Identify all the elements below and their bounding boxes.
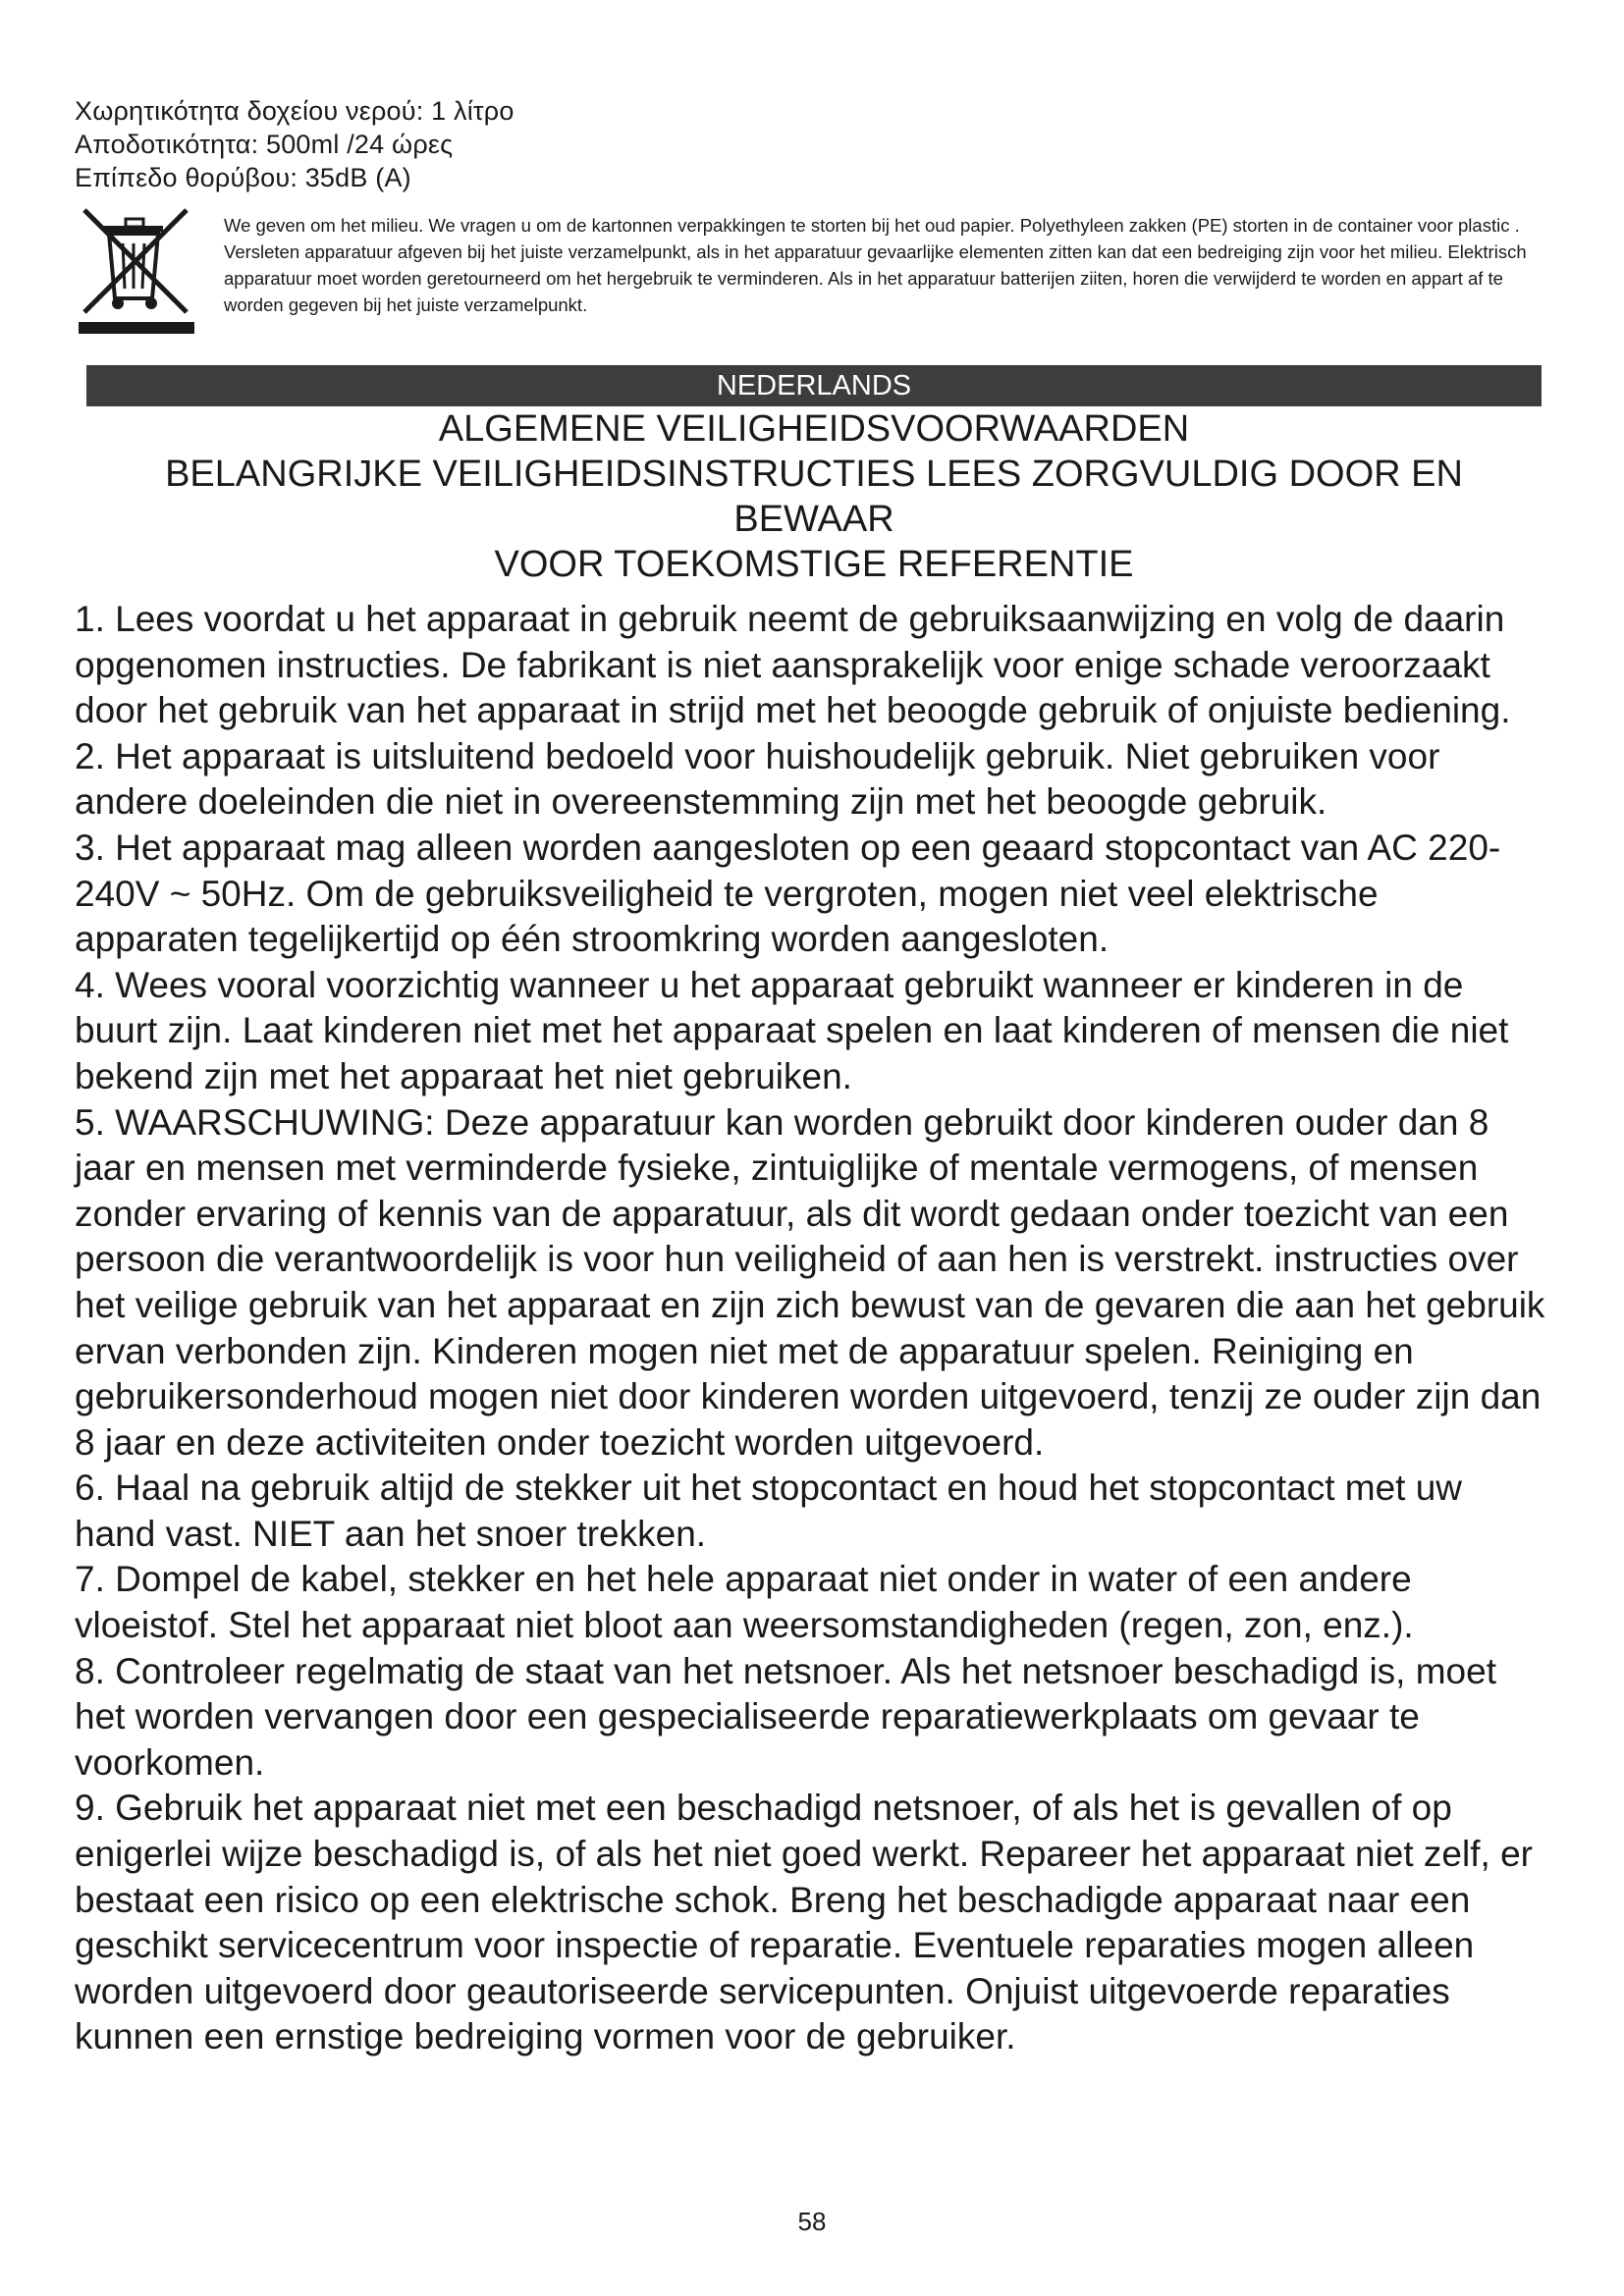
spec-noise-level: Επίπεδο θορύβου: 35dB (A) bbox=[75, 163, 411, 192]
page-number: 58 bbox=[797, 2207, 827, 2236]
instruction-item: 5. WAARSCHUWING: Deze apparatuur kan worden gebruikt door kinderen ouder dan 8 jaar en mensen met verminderde fysieke, zintuiglijke of mentale vermogens, of mensen zonder ervaring of kennis van de apparatuur, als dit wordt gedaan onder toezicht van een persoon die verantwoordelijk is voor hun veiligheid of aan hen is verstrekt. instructies over het veilige gebruik van het apparaat en zijn zich bewust van de gevaren die aan het gebruik ervan verbonden zijn. Kinderen mogen niet met de apparatuur spelen. Reiniging en gebruikersonderhoud mogen niet door kinderen worden uitgevoerd, tenzij ze ouder zijn dan 8 jaar en deze activiteiten onder toezicht worden uitgevoerd. bbox=[75, 1101, 1545, 1463]
language-banner: NEDERLANDS bbox=[86, 365, 1542, 406]
section-title: ALGEMENE VEILIGHEIDSVOORWAARDEN bbox=[438, 408, 1190, 450]
instruction-item: 9. Gebruik het apparaat niet met een beschadigd netsnoer, of als het is gevallen of op enigerlei wijze beschadigd is, of als het niet goed werkt. Repareer het apparaat niet zelf, er bestaat een risico op een elektrische schok. Breng het beschadigde apparaat naar een geschikt servicecentrum voor inspectie of reparatie. Eventuele reparaties mogen alleen worden uitgevoerd door geautoriseerde servicepunten. Onjuist uitgevoerde reparaties kunnen een ernstige bedreiging vormen voor de gebruiker. bbox=[75, 1788, 1533, 2057]
spec-efficiency: Αποδοτικότητα: 500ml /24 ώρες bbox=[75, 130, 454, 159]
document-page bbox=[75, 94, 1547, 2060]
spec-tank-capacity: Χωρητικότητα δοχείου νερού: 1 λίτρο bbox=[75, 96, 514, 126]
section-headings bbox=[86, 406, 1542, 587]
instruction-item: 1. Lees voordat u het apparaat in gebruik neemt de gebruiksaanwijzing en volg de daarin opgenomen instructies. De fabrikant is niet aansprakelijk voor enige schade veroorzaakt door het gebruik van het apparaat in strijd met het beoogde gebruik of onjuiste bediening. bbox=[75, 599, 1511, 731]
instruction-item: 8. Controleer regelmatig de staat van het netsnoer. Als het netsnoer beschadigd is, moet het worden vervangen door een gespecialiseerde reparatiewerkplaats om gevaar te voorkomen. bbox=[75, 1650, 1496, 1783]
instruction-item: 2. Het apparaat is uitsluitend bedoeld voor huishoudelijk gebruik. Niet gebruiken voor andere doeleinden die niet in overeenstemming zijn met het beoogde gebruik. bbox=[75, 735, 1440, 823]
safety-instructions bbox=[75, 597, 1547, 2060]
disposal-notice bbox=[77, 204, 1547, 336]
instruction-item: 3. Het apparaat mag alleen worden aangesloten op een geaard stopcontact van AC 220-240V ~ 50Hz. Om de gebruiksveiligheid te vergroten, mogen niet veel elektrische apparaten tegelijkertijd op één stroomkring worden aangesloten. bbox=[75, 827, 1501, 960]
section-subtitle-line-1: BELANGRIJKE VEILIGHEIDSINSTRUCTIES LEES ZORGVULDIG DOOR EN BEWAAR bbox=[165, 454, 1463, 540]
section-subtitle-line-2: VOOR TOEKOMSTIGE REFERENTIE bbox=[494, 544, 1134, 585]
crossed-out-wheelie-bin-icon bbox=[77, 204, 196, 336]
instruction-item: 7. Dompel de kabel, stekker en het hele apparaat niet onder in water of een andere vloeistof. Stel het apparaat niet bloot aan weersomstandigheden (regen, zon, enz.). bbox=[75, 1559, 1414, 1646]
disposal-text: We geven om het milieu. We vragen u om de kartonnen verpakkingen te storten bij het oud papier. Polyethyleen zakken (PE) storten in de container voor plastic . Versleten apparatuur afgeven bij het juiste verzamelpunkt, als in het apparatuur gevaarlijke elementen zitten kan dat een bedreiging zijn voor het milieu. Elektrisch apparatuur moet worden geretourneerd om het hergebruik te verminderen. Als in het apparatuur batterijen ziiten, horen die verwijderd te worden en appart af te worden gegeven bij het juiste verzamelpunkt. bbox=[224, 215, 1527, 315]
product-specs bbox=[75, 94, 1547, 194]
instruction-item: 6. Haal na gebruik altijd de stekker uit het stopcontact en houd het stopcontact met uw hand vast. NIET aan het snoer trekken. bbox=[75, 1468, 1463, 1554]
instruction-item: 4. Wees vooral voorzichtig wanneer u het apparaat gebruikt wanneer er kinderen in de buurt zijn. Laat kinderen niet met het apparaat spelen en laat kinderen of mensen die niet bekend zijn met het apparaat het niet gebruiken. bbox=[75, 964, 1509, 1096]
